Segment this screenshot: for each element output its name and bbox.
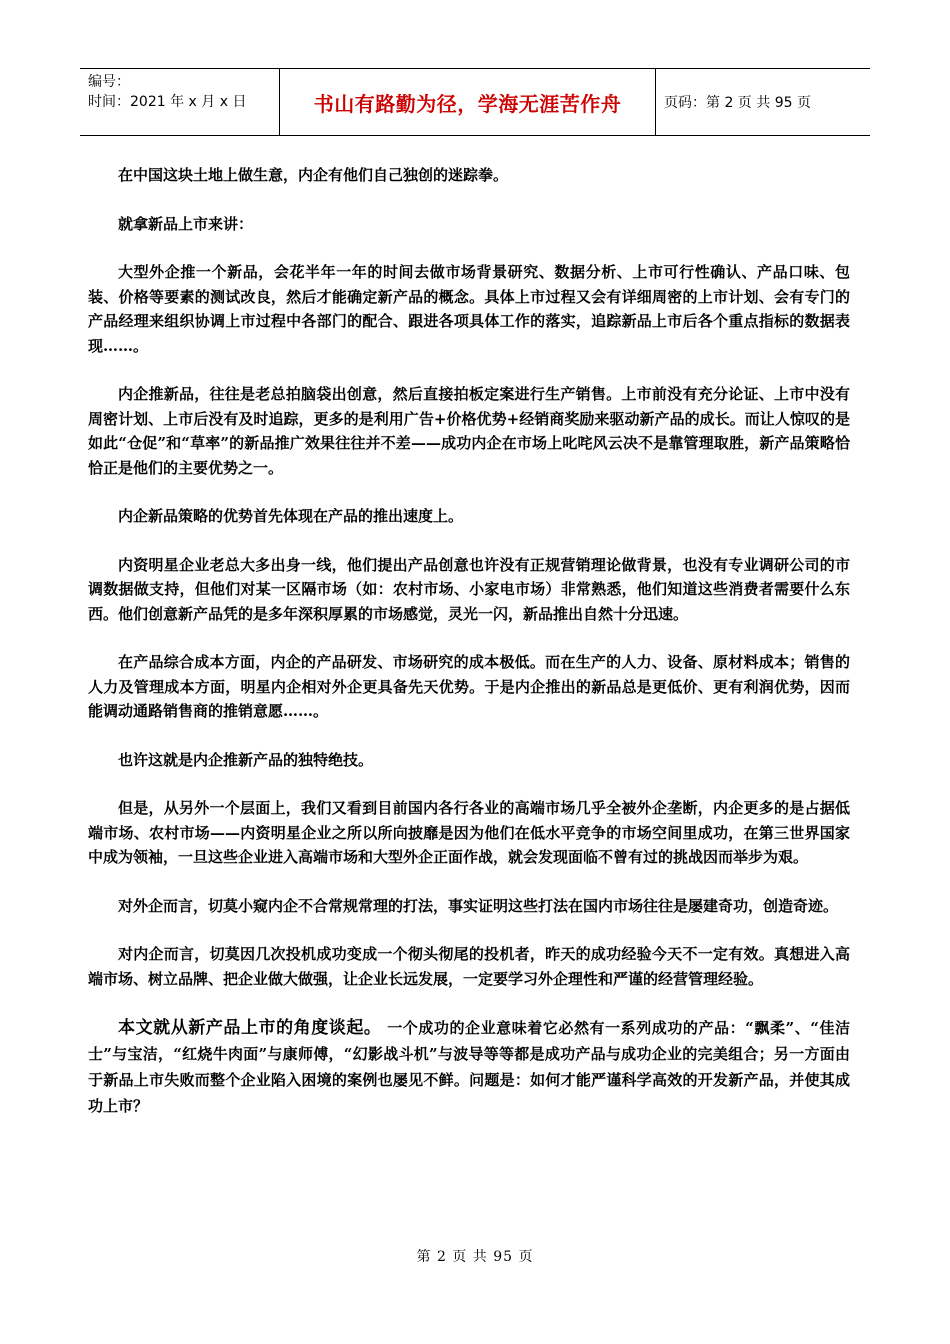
header-motto: 书山有路勤为径，学海无涯苦作舟	[280, 69, 656, 135]
paragraph: 内企新品策略的优势首先体现在产品的推出速度上。	[118, 507, 464, 525]
final-paragraph-lead: 本文就从新产品上市的角度谈起。	[118, 1018, 382, 1038]
paragraph: 但是，从另外一个层面上，我们又看到目前国内各行各业的高端市场几乎全被外企垄断，内企更多的是占据低端市场、农村市场——内资明星企业之所以所向披靡是因为他们在低水平竞争的市场空间里成功，在第三世界国家中成为领袖，一旦这些企业进入高端市场和大型外企正面作战，就会发现面临不曾有过的挑战因而举步为艰。	[88, 799, 850, 866]
paragraph: 就拿新品上市来讲：	[118, 214, 254, 233]
header-page-info: 页码：第 2 页 共 95 页	[664, 95, 811, 111]
paragraph: 对外企而言，切莫小窥内企不合常规常理的打法，事实证明这些打法在国内市场往往是屡建奇功，创造奇迹。	[118, 896, 839, 915]
number-label: 编号：	[88, 74, 130, 90]
final-paragraph	[88, 1015, 850, 1119]
document-body	[88, 163, 850, 1143]
document-header	[80, 68, 870, 136]
paragraph: 大型外企推一个新品，会花半年一年的时间去做市场背景研究、数据分析、上市可行性确认、产品口味、包装、价格等要素的测试改良，然后才能确定新产品的概念。具体上市过程又会有详细周密的上市计划、会有专门的产品经理来组织协调上市过程中各部门的配合、跟进各项具体工作的落实，追踪新品上市后各个重点指标的数据表现……。	[88, 263, 850, 355]
final-paragraph-body: 一个成功的企业意味着它必然有一系列成功的产品：“飘柔”、“佳洁士”与宝洁，“红烧牛肉面”与康师傅，“幻影战斗机”与波导等等都是成功产品与成功企业的完美组合；另一方面由于新品上市失败而整个企业陷入困境的案例也屡见不鲜。问题是：如何才能严谨科学高效的开发新产品，并使其成功上市？	[88, 1019, 851, 1115]
header-meta	[80, 69, 280, 135]
paragraph: 内资明星企业老总大多出身一线，他们提出产品创意也许没有正规营销理论做背景，也没有专业调研公司的市调数据做支持，但他们对某一区隔市场（如：农村市场、小家电市场）非常熟悉，他们知道这些消费者需要什么东西。他们创意新产品凭的是多年深积厚累的市场感觉，灵光一闪，新品推出自然十分迅速。	[88, 555, 850, 623]
paragraph: 内企推新品，往往是老总拍脑袋出创意，然后直接拍板定案进行生产销售。上市前没有充分论证、上市中没有周密计划、上市后没有及时追踪，更多的是利用广告+价格优势+经销商奖励来驱动新产品的成长。而让人惊叹的是如此“仓促”和“草率”的新品推广效果往往并不差——成功内企在市场上叱咤风云决不是靠管理取胜，新产品策略恰恰正是他们的主要优势之一。	[88, 385, 850, 477]
paragraph: 也许这就是内企推新产品的独特绝技。	[118, 750, 374, 769]
time-label: 时间：2021 年 x 月 x 日	[88, 94, 247, 110]
paragraph: 在中国这块土地上做生意，内企有他们自己独创的迷踪拳。	[118, 166, 509, 184]
paragraph: 对内企而言，切莫因几次投机成功变成一个彻头彻尾的投机者，昨天的成功经验今天不一定有效。真想进入高端市场、树立品牌、把企业做大做强，让企业长远发展，一定要学习外企理性和严谨的经营管理经验。	[88, 945, 850, 988]
paragraph: 在产品综合成本方面，内企的产品研发、市场研究的成本极低。而在生产的人力、设备、原材料成本；销售的人力及管理成本方面，明星内企相对外企更具备先天优势。于是内企推出的新品总是更低价、更有利润优势，因而能调动通路销售商的推销意愿……。	[88, 653, 850, 720]
page-footer: 第 2 页 共 95 页	[416, 1249, 534, 1265]
